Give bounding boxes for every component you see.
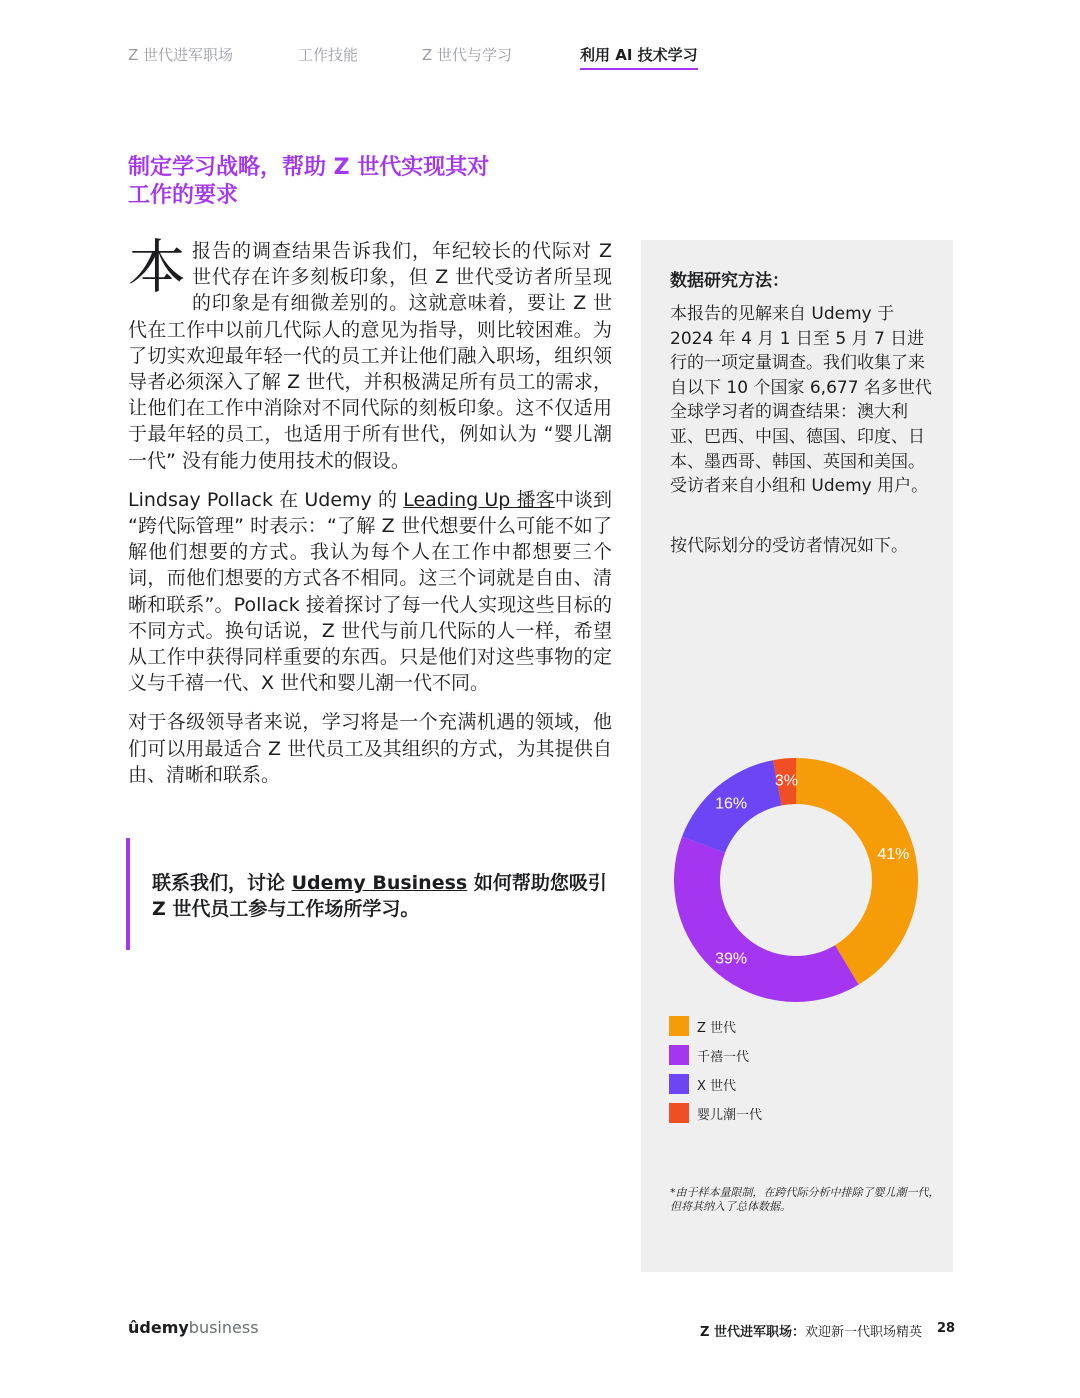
legend-item-baby-boomers xyxy=(669,1101,929,1122)
paragraph-1-text: 报告的调查结果告诉我们，年纪较长的代际对 Z 世代存在许多刻板印象，但 Z 世代受访者所呈现的印象是有细微差别的。这就意味着，要让 Z 世代在工作中以前几代际人的意见为指导，则比较困难。为了切实欢迎最年轻一代的员工并让他们融入职场，组织领导者必须深入了解 Z 世代，并积极满足所有员工的需求，让他们在工作中消除对不同代际的刻板印象。这不仅适用于最年轻的员工，也适用于所有世代，例如认为 “婴儿潮一代” 没有能力使用技术的假设。 xyxy=(128,240,612,472)
body-text xyxy=(128,233,612,801)
generation-donut-chart xyxy=(661,745,931,1015)
paragraph-2-post: 中谈到 “跨代际管理” 时表示：“了解 Z 世代想要什么可能不如了解他们想要的方式。我认为每个人在工作中都想要三个词，而他们想要的方式各不相同。这三个词就是自由、清晰和联系”。Pollack 接着探讨了每一代人实现这些目标的不同方式。换句话说，Z 世代与前几代际的人一样，希望从工作中获得同样重要的东西。只是他们对这些事物的定义与千禧一代、X 世代和婴儿潮一代不同。 xyxy=(128,488,612,695)
legend-label-baby-boomers: 婴儿潮一代 xyxy=(697,1108,763,1123)
legend-label-gen-x: X 世代 xyxy=(697,1079,737,1094)
chart-legend xyxy=(669,1014,929,1130)
logo-brand: ûdemy xyxy=(128,1318,189,1337)
callout-text xyxy=(152,870,612,922)
methodology-sidebar xyxy=(641,240,953,1272)
section-heading xyxy=(128,154,548,210)
page-number: 28 xyxy=(937,1321,956,1336)
legend-swatch-baby-boomers xyxy=(669,1103,689,1123)
sidebar-footnote: *由于样本量限制，在跨代际分析中排除了婴儿潮一代，但将其纳入了总体数据。 xyxy=(670,1186,940,1213)
paragraph-2 xyxy=(128,487,612,697)
nav-item-ai-learning[interactable]: 利用 AI 技术学习 xyxy=(580,46,698,64)
legend-swatch-gen-z xyxy=(669,1016,689,1036)
legend-item-gen-z xyxy=(669,1014,929,1035)
legend-item-millennials xyxy=(669,1043,929,1064)
heading-line-1: 制定学习战略，帮助 Z 世代实现其对 xyxy=(128,155,490,180)
donut-label-gen-z: 41% xyxy=(877,846,910,864)
leading-up-podcast-link[interactable]: Leading Up 播客 xyxy=(403,488,555,511)
top-nav xyxy=(128,44,952,68)
footer-title-rest: 欢迎新一代职场精英 xyxy=(804,1325,922,1340)
footer-title-bold: Z 世代进军职场： xyxy=(700,1325,805,1340)
donut-label-millennials: 39% xyxy=(715,950,748,968)
callout-post: 如何帮助您吸引 Z 世代员工参与工作场所学习。 xyxy=(152,872,607,920)
callout-pre: 联系我们，讨论 xyxy=(152,872,292,894)
udemy-business-link[interactable]: Udemy Business xyxy=(291,872,468,894)
drop-cap: 本 xyxy=(128,233,187,301)
paragraph-1 xyxy=(128,233,612,474)
paragraph-3: 对于各级领导者来说，学习将是一个充满机遇的领域，他们可以用最适合 Z 世代员工及其组织的方式，为其提供自由、清晰和联系。 xyxy=(128,711,612,786)
udemy-business-logo xyxy=(128,1318,259,1337)
donut-label-baby-boomers: 3% xyxy=(774,772,798,790)
heading-line-2: 工作的要求 xyxy=(128,183,239,208)
footer-report-title xyxy=(700,1321,922,1340)
donut-slice-millennials xyxy=(674,836,859,1002)
nav-item-gen-z-learning[interactable]: Z 世代与学习 xyxy=(422,46,513,64)
nav-item-gen-z-workplace[interactable]: Z 世代进军职场 xyxy=(128,46,234,64)
legend-swatch-gen-x xyxy=(669,1074,689,1094)
legend-label-gen-z: Z 世代 xyxy=(697,1021,737,1036)
donut-slice-gen-z xyxy=(796,758,918,985)
legend-item-gen-x xyxy=(669,1072,929,1093)
nav-item-work-skills[interactable]: 工作技能 xyxy=(298,46,359,64)
legend-label-millennials: 千禧一代 xyxy=(697,1050,750,1065)
sidebar-breakdown-intro: 按代际划分的受访者情况如下。 xyxy=(670,536,908,556)
sidebar-title: 数据研究方法： xyxy=(670,271,789,291)
sidebar-description: 本报告的见解来自 Udemy 于 2024 年 4 月 1 日至 5 月 7 日进行的一项定量调查。我们收集了来自以下 10 个国家 6,677 名多世代全球学习者的调查结果：澳大利亚、巴西、中国、德国、印度、日本、墨西哥、韩国、英国和美国。受访者来自小组和 Udemy 用户。 xyxy=(670,304,932,497)
legend-swatch-millennials xyxy=(669,1045,689,1065)
donut-label-gen-x: 16% xyxy=(715,795,748,813)
logo-suffix: business xyxy=(188,1318,259,1337)
contact-callout xyxy=(126,838,616,950)
paragraph-2-pre: Lindsay Pollack 在 Udemy 的 xyxy=(128,488,404,511)
